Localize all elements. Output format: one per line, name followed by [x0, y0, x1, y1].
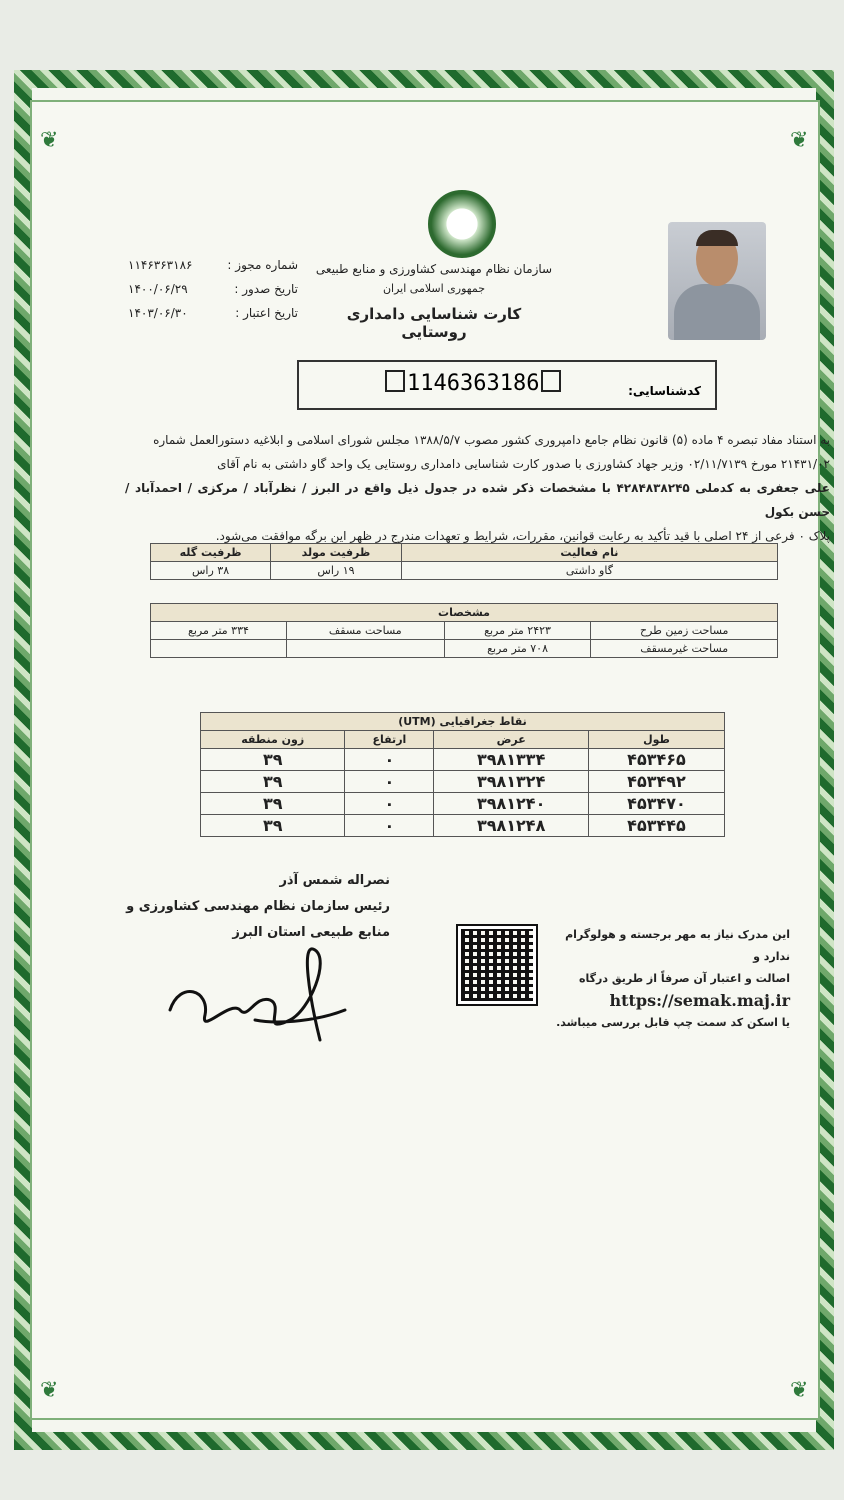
utm-cell: ۳۹۸۱۳۳۴: [434, 749, 589, 771]
corner-ornament-icon: ❦: [790, 1378, 809, 1403]
valid-date-label: تاریخ اعتبار :: [235, 306, 298, 320]
paragraph-line: به استناد مفاد تبصره ۴ ماده (۵) قانون نظام جامع دامپروری کشور مصوب ۱۳۸۸/۵/۷ مجلس شورای اسلامی و ابلاغیه دستورالعمل شماره: [153, 433, 830, 447]
qr-code-icon[interactable]: [458, 926, 536, 1004]
verify-url-link[interactable]: https://semak.maj.ir: [609, 991, 790, 1010]
roofed-area-value: ۳۳۴ متر مربع: [151, 622, 287, 640]
utm-cell: ۰: [345, 749, 434, 771]
col-herd-capacity: ظرفیت گله: [151, 544, 271, 562]
corner-ornament-icon: ❦: [40, 128, 59, 153]
utm-cell: ۴۵۳۴۶۵: [588, 749, 724, 771]
valid-date-value: ۱۴۰۳/۰۶/۳۰: [128, 306, 188, 320]
utm-cell: ۳۹: [201, 815, 345, 837]
table-row: [201, 793, 725, 815]
verify-line: یا اسکن کد سمت چپ قابل بررسی میباشد.: [556, 1016, 790, 1029]
utm-cell: ۴۵۳۴۹۲: [588, 771, 724, 793]
paragraph-line: ۲۱۴۳۱/۰۲ مورخ ۰۲/۱۱/۷۱۳۹ وزیر جهاد کشاورزی با صدور کارت شناسایی دامداری روستایی یک واحد گاو داشتی به نام آقای: [217, 457, 830, 471]
issue-date-value: ۱۴۰۰/۰۶/۲۹: [128, 282, 188, 296]
col-longitude: طول: [588, 731, 724, 749]
id-code-box: [297, 360, 717, 410]
unroofed-area-label: مساحت غیرمسقف: [591, 640, 778, 658]
utm-cell: ۰: [345, 771, 434, 793]
verification-note: [540, 924, 790, 1034]
signatory-name: نصراله شمس آذر: [279, 873, 390, 888]
utm-cell: ۳۹۸۱۲۴۰: [434, 793, 589, 815]
signatory-block: [120, 868, 390, 946]
herd-capacity-value: ۳۸ راس: [151, 562, 271, 580]
col-zone: زون منطقه: [201, 731, 345, 749]
verify-line: این مدرک نیاز به مهر برجسته و هولوگرام ندارد و: [565, 928, 790, 963]
license-meta: [128, 258, 298, 330]
id-code-label: کدشناسایی:: [628, 384, 701, 398]
paragraph-line: علی جعفری به کدملی ۴۲۸۴۸۳۸۲۴۵ با مشخصات ذکر شده در جدول ذیل واقع در البرز / نظرآباد / مرکزی / احمدآباد / حسن بکول: [125, 481, 831, 519]
id-code-value: [383, 370, 563, 396]
utm-table: [200, 712, 725, 837]
breeding-capacity-value: ۱۹ راس: [271, 562, 402, 580]
table-row: [201, 771, 725, 793]
utm-cell: ۴۵۳۴۴۵: [588, 815, 724, 837]
utm-cell: ۰: [345, 793, 434, 815]
unroofed-area-value: ۷۰۸ متر مربع: [444, 640, 591, 658]
land-area-label: مساحت زمین طرح: [591, 622, 778, 640]
paragraph-line: پلاک ۰ فرعی از ۲۴ اصلی با قید تأکید به رعایت قوانین، مقررات، شرایط و تعهدات مندرج در ظهر این برگه موافقت می‌شود.: [215, 529, 830, 543]
roofed-area-label: مساحت مسقف: [286, 622, 444, 640]
utm-title: نقاط جغرافیایی (UTM): [201, 713, 725, 731]
corner-ornament-icon: ❦: [790, 128, 809, 153]
card-title: کارت شناسایی دامداری روستایی: [346, 305, 522, 341]
id-code-number: 1146363186: [407, 371, 540, 396]
country-name: جمهوری اسلامی ایران: [382, 282, 486, 295]
col-latitude: عرض: [434, 731, 589, 749]
signature-icon: [160, 940, 360, 1050]
org-name: سازمان نظام مهندسی کشاورزی و منابع طبیعی: [315, 262, 553, 276]
utm-cell: ۰: [345, 815, 434, 837]
header: [314, 262, 554, 341]
col-activity: نام فعالیت: [401, 544, 777, 562]
activity-value: گاو داشتی: [401, 562, 777, 580]
emblem-icon: [428, 190, 496, 258]
holder-photo: [668, 222, 766, 340]
activity-table: [150, 543, 778, 580]
license-label: شماره مجوز :: [227, 258, 298, 272]
col-elevation: ارتفاع: [345, 731, 434, 749]
spec-table: [150, 603, 778, 658]
land-area-value: ۲۴۲۳ متر مربع: [444, 622, 591, 640]
signatory-title: منابع طبیعی استان البرز: [232, 925, 390, 940]
utm-cell: ۳۹۸۱۲۴۸: [434, 815, 589, 837]
legal-paragraph: [125, 428, 830, 548]
utm-cell: ۴۵۳۴۷۰: [588, 793, 724, 815]
utm-cell: ۳۹: [201, 793, 345, 815]
spec-title: مشخصات: [151, 604, 778, 622]
issue-date-label: تاریخ صدور :: [234, 282, 298, 296]
license-value: ۱۱۴۶۳۶۳۱۸۶: [128, 258, 193, 272]
col-breeding-capacity: ظرفیت مولد: [271, 544, 402, 562]
signatory-title: رئیس سازمان نظام مهندسی کشاورزی و: [126, 899, 390, 914]
table-row: [201, 815, 725, 837]
corner-ornament-icon: ❦: [40, 1378, 59, 1403]
utm-cell: ۳۹۸۱۳۲۴: [434, 771, 589, 793]
utm-cell: ۳۹: [201, 749, 345, 771]
table-row: [201, 749, 725, 771]
utm-cell: ۳۹: [201, 771, 345, 793]
verify-line: اصالت و اعتبار آن صرفاً از طریق درگاه: [579, 972, 790, 985]
